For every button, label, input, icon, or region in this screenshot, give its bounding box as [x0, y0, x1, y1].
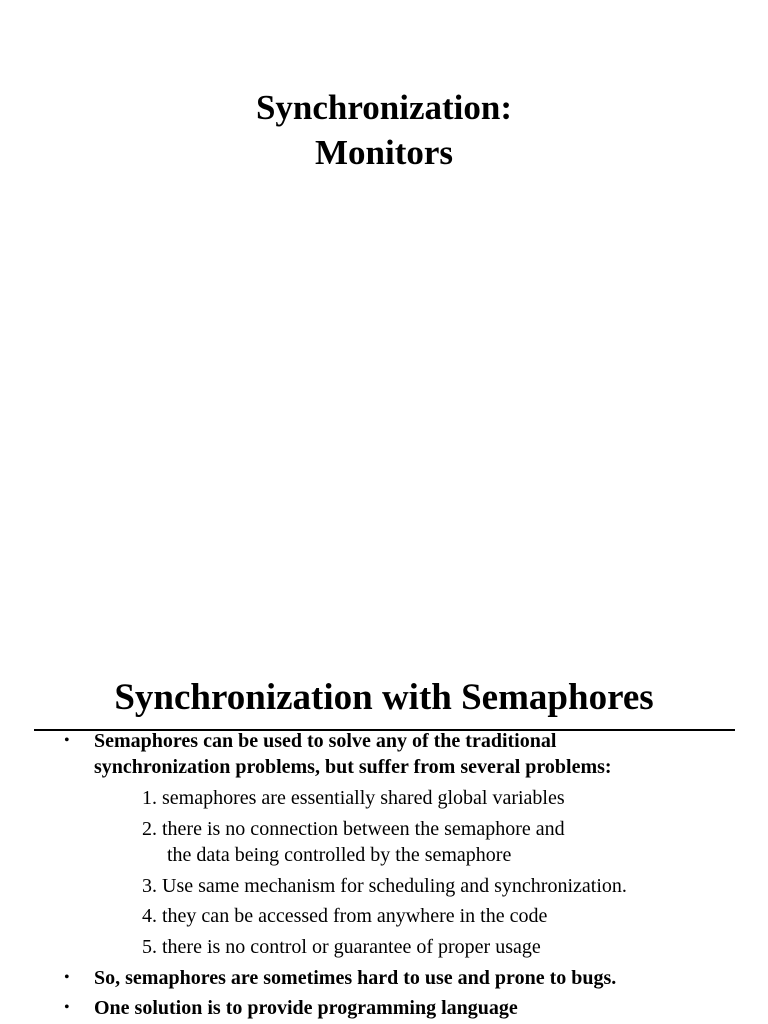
list-item-2-continuation: the data being controlled by the semaphore: [167, 844, 512, 866]
list-item-2: 2. there is no connection between the semaphore and: [142, 818, 565, 840]
bullet-3: One solution is to provide programming language: [94, 997, 518, 1019]
slide-1-title-line-2: Monitors: [314, 133, 454, 172]
bullet-marker: •: [64, 732, 70, 749]
list-item-1: 1. semaphores are essentially shared global variables: [142, 787, 565, 809]
bullet-marker: •: [64, 969, 70, 986]
slide-1-title-line-1: Synchronization:: [255, 88, 513, 127]
list-item-3: 3. Use same mechanism for scheduling and synchronization.: [142, 875, 627, 897]
bullet-1-line-2: synchronization problems, but suffer from several problems:: [94, 756, 612, 778]
bullet-2: So, semaphores are sometimes hard to use and prone to bugs.: [94, 967, 617, 989]
bullet-marker: •: [64, 999, 70, 1016]
list-item-5: 5. there is no control or guarantee of proper usage: [142, 936, 541, 958]
list-item-4: 4. they can be accessed from anywhere in the code: [142, 905, 548, 927]
bullet-1-line-1: Semaphores can be used to solve any of the traditional: [94, 730, 557, 752]
slide-2-title: Synchronization with Semaphores: [114, 677, 654, 718]
